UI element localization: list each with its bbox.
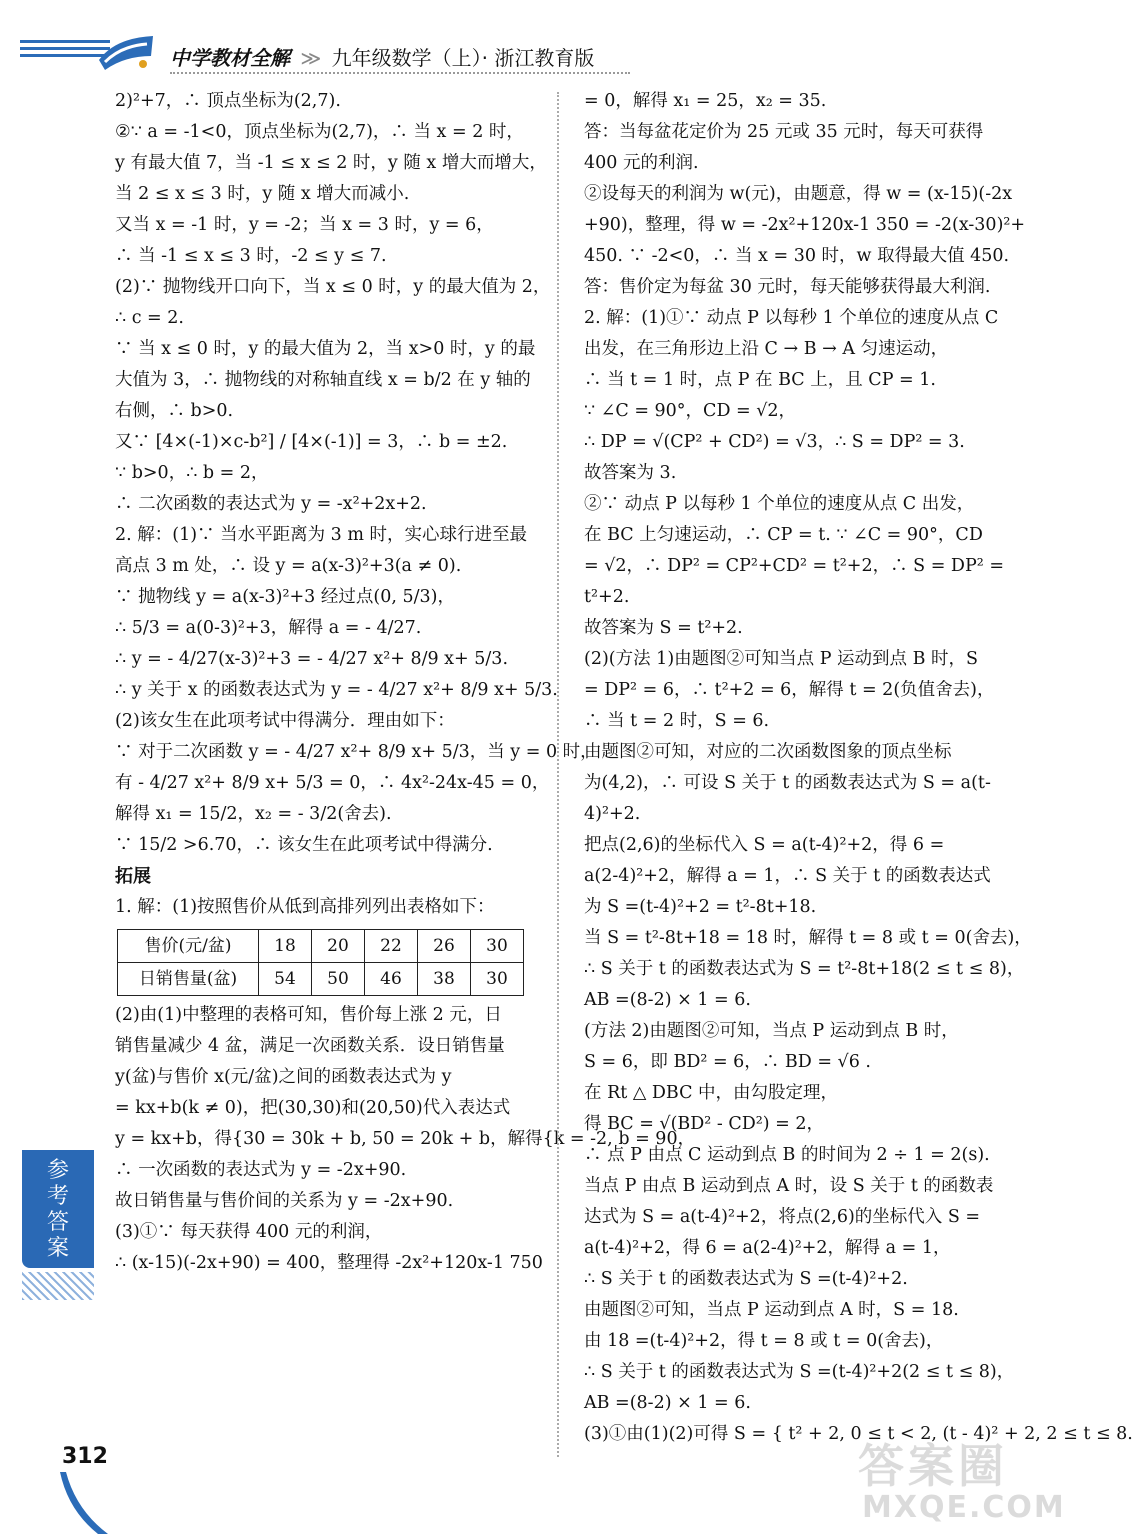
text-line: ∴ 当 -1 ≤ x ≤ 3 时，-2 ≤ y ≤ 7.: [115, 246, 387, 266]
answer-tab: [22, 1150, 94, 1268]
text-line: 解得 x₁ = 15/2，x₂ = - 3/2(舍去).: [115, 804, 392, 824]
table-cell: 22: [365, 930, 418, 963]
text-line: 400 元的利润.: [584, 153, 699, 173]
text-line: ∴ 一次函数的表达式为 y = -2x+90.: [115, 1160, 407, 1180]
text-line: ②∵ a = -1<0，顶点坐标为(2,7)，∴ 当 x = 2 时，: [115, 122, 524, 142]
text-line: 当点 P 由点 B 运动到点 A 时，设 S 关于 t 的函数表: [584, 1176, 994, 1196]
text-line: (2)由(1)中整理的表格可知，售价每上涨 2 元，日: [115, 1005, 502, 1025]
text-line: 4)²+2.: [584, 804, 641, 824]
text-line: 故答案为 3.: [584, 463, 677, 483]
column-divider: [557, 92, 559, 1457]
text-line: ∴ 当 t = 2 时，S = 6.: [584, 711, 770, 731]
watermark-logo: [858, 1430, 1066, 1534]
text-line: y(盆)与售价 x(元/盆)之间的函数表达式为 y: [115, 1067, 452, 1087]
table-row-header: 日销售量(盆): [118, 963, 259, 996]
text-line: ∴ 5/3 = a(0-3)²+3，解得 a = - 4/27.: [115, 618, 422, 638]
book-title: 中学教材全解: [170, 46, 290, 70]
text-line: ∴ y 关于 x 的函数表达式为 y = - 4/27 x²+ 8/9 x+ 5/3.: [115, 680, 558, 700]
text-line: 450. ∵ -2<0，∴ 当 x = 30 时，w 取得最大值 450.: [584, 246, 1010, 266]
text-line: ∴ 点 P 由点 C 运动到点 B 的时间为 2 ÷ 1 = 2(s).: [584, 1145, 990, 1165]
answer-tab-label: 参考答案: [46, 1158, 69, 1261]
text-line: 在 Rt △ DBC 中，由勾股定理，: [584, 1083, 839, 1103]
text-line: ∵ 当 x ≤ 0 时，y 的最大值为 2，当 x>0 时，y 的最: [115, 339, 536, 359]
text-line: +90)，整理，得 w = -2x²+120x-1 350 = -2(x-30)²+: [584, 215, 1026, 235]
text-line: ∴ 二次函数的表达式为 y = -x²+2x+2.: [115, 494, 427, 514]
text-line: 故日销售量与售价间的关系为 y = -2x+90.: [115, 1191, 454, 1211]
text-line: ②∵ 动点 P 以每秒 1 个单位的速度从点 C 出发，: [584, 494, 975, 514]
book-logo-icon: [95, 30, 157, 74]
header-title: [170, 42, 594, 71]
text-line: 在 BC 上匀速运动，∴ CP = t. ∵ ∠C = 90°，CD: [584, 525, 983, 545]
section-title-tuozhan: 拓展: [115, 866, 151, 887]
text-line: 由题图②可知，当点 P 运动到点 A 时，S = 18.: [584, 1300, 959, 1320]
text-line: 又∵ [4×(-1)×c-b²] / [4×(-1)] = 3，∴ b = ±2.: [115, 432, 508, 452]
text-line: ∴ c = 2.: [115, 308, 184, 328]
page-corner-swoosh-icon: [58, 1470, 118, 1536]
text-line: 故答案为 S = t²+2.: [584, 618, 743, 638]
header-dotted-rule: [170, 72, 630, 74]
text-line: 1. 解：(1)按照售价从低到高排列列出表格如下：: [115, 897, 495, 917]
text-line: 右侧，∴ b>0.: [115, 401, 234, 421]
header-subject: 九年级数学（上）· 浙江教育版: [331, 46, 595, 70]
text-line: ∴ 当 t = 1 时，点 P 在 BC 上，且 CP = 1.: [584, 370, 936, 390]
text-line: = 0，解得 x₁ = 25，x₂ = 35.: [584, 91, 827, 111]
page-header: [0, 0, 1035, 80]
text-line: 答：当每盆花定价为 25 元或 35 元时，每天可获得: [584, 122, 984, 142]
text-line: 由题图②可知，对应的二次函数图象的顶点坐标: [584, 742, 952, 762]
text-line: ∴ y = - 4/27(x-3)²+3 = - 4/27 x²+ 8/9 x+ 5/3.: [115, 649, 509, 669]
text-line: (2)(方法 1)由题图②可知当点 P 运动到点 B 时，S: [584, 649, 979, 669]
text-line: ∴ S 关于 t 的函数表达式为 S =(t-4)²+2.: [584, 1269, 908, 1289]
text-line: 有 - 4/27 x²+ 8/9 x+ 5/3 = 0，∴ 4x²-24x-45 = 0，: [115, 773, 550, 793]
text-line: S = 6，即 BD² = 6，∴ BD = √6 .: [584, 1052, 871, 1072]
table-cell: 20: [312, 930, 365, 963]
text-line: 2. 解：(1)∵ 当水平距离为 3 m 时，实心球行进至最: [115, 525, 528, 545]
text-line: 由 18 =(t-4)²+2，得 t = 8 或 t = 0(舍去)，: [584, 1331, 944, 1351]
text-line: (方法 2)由题图②可知，当点 P 运动到点 B 时，: [584, 1021, 959, 1041]
tab-hatch: [22, 1272, 94, 1300]
text-line: 高点 3 m 处，∴ 设 y = a(x-3)²+3(a ≠ 0).: [115, 556, 462, 576]
page-number: 312: [62, 1444, 108, 1469]
table-cell: 30: [471, 963, 524, 996]
text-line: 销售量减少 4 盆，满足一次函数关系．设日销售量: [115, 1036, 505, 1056]
table-row-header: 售价(元/盆): [118, 930, 259, 963]
text-line: ∴ S 关于 t 的函数表达式为 S =(t-4)²+2(2 ≤ t ≤ 8)，: [584, 1362, 1015, 1382]
text-line: ∵ ∠C = 90°，CD = √2，: [584, 401, 797, 421]
watermark-url: MXQE.COM: [862, 1490, 1066, 1525]
table-row: [118, 930, 524, 963]
text-line: ∴ (x-15)(-2x+90) = 400，整理得 -2x²+120x-1 750: [115, 1253, 543, 1273]
text-line: 把点(2,6)的坐标代入 S = a(t-4)²+2，得 6 =: [584, 835, 945, 855]
text-line: = kx+b(k ≠ 0)，把(30,30)和(20,50)代入表达式: [115, 1098, 511, 1118]
text-line: 又当 x = -1 时，y = -2；当 x = 3 时，y = 6，: [115, 215, 494, 235]
text-line: 2. 解：(1)①∵ 动点 P 以每秒 1 个单位的速度从点 C: [584, 308, 999, 328]
text-line: (2)该女生在此项考试中得满分．理由如下：: [115, 711, 455, 731]
text-line: AB =(8-2) × 1 = 6.: [584, 990, 751, 1010]
text-line: 当 S = t²-8t+18 = 18 时，解得 t = 8 或 t = 0(舍去)，: [584, 928, 1032, 948]
text-line: 得 BC = √(BD² - CD²) = 2，: [584, 1114, 825, 1134]
text-line: ∴ S 关于 t 的函数表达式为 S = t²-8t+18(2 ≤ t ≤ 8)，: [584, 959, 1025, 979]
text-line: t²+2.: [584, 587, 630, 607]
text-line: y = kx+b，得{30 = 30k + b, 50 = 20k + b，解得{k = -2, b = 90，: [115, 1129, 696, 1149]
text-line: 2)²+7，∴ 顶点坐标为(2,7).: [115, 91, 341, 111]
header-arrow-icon: ≫: [300, 46, 322, 70]
text-line: 达式为 S = a(t-4)²+2，将点(2,6)的坐标代入 S =: [584, 1207, 981, 1227]
text-line: (3)①∵ 每天获得 400 元的利润，: [115, 1222, 383, 1242]
text-line: = √2，∴ DP² = CP²+CD² = t²+2，∴ S = DP² =: [584, 556, 1004, 576]
text-line: ∵ b>0，∴ b = 2，: [115, 463, 269, 483]
table-cell: 50: [312, 963, 365, 996]
table-cell: 54: [259, 963, 312, 996]
table-cell: 30: [471, 930, 524, 963]
right-column: [584, 86, 1133, 1450]
table-cell: 18: [259, 930, 312, 963]
price-sales-table: [117, 929, 524, 996]
text-line: y 有最大值 7，当 -1 ≤ x ≤ 2 时，y 随 x 增大而增大，: [115, 153, 547, 173]
text-line: a(2-4)²+2，解得 a = 1，∴ S 关于 t 的函数表达式: [584, 866, 991, 886]
text-line: 出发，在三角形边上沿 C → B → A 匀速运动，: [584, 339, 949, 359]
text-line: AB =(8-2) × 1 = 6.: [584, 1393, 751, 1413]
text-line: ∵ 对于二次函数 y = - 4/27 x²+ 8/9 x+ 5/3，当 y = 0 时，: [115, 742, 598, 762]
text-line: ∵ 抛物线 y = a(x-3)²+3 经过点(0, 5/3)，: [115, 587, 455, 607]
text-line: 为(4,2)，∴ 可设 S 关于 t 的函数表达式为 S = a(t-: [584, 773, 991, 793]
text-line: 当 2 ≤ x ≤ 3 时，y 随 x 增大而减小.: [115, 184, 410, 204]
text-line: 为 S =(t-4)²+2 = t²-8t+18.: [584, 897, 817, 917]
text-line: a(t-4)²+2，得 6 = a(2-4)²+2，解得 a = 1，: [584, 1238, 951, 1258]
table-cell: 26: [418, 930, 471, 963]
table-cell: 46: [365, 963, 418, 996]
text-line: (3)①由(1)(2)可得 S = { t² + 2, 0 ≤ t < 2, (t - 4)² + 2, 2 ≤ t ≤ 8.: [584, 1424, 1133, 1444]
text-line: 答：售价定为每盆 30 元时，每天能够获得最大利润.: [584, 277, 991, 297]
table-cell: 38: [418, 963, 471, 996]
text-line: = DP² = 6，∴ t²+2 = 6，解得 t = 2(负值舍去)，: [584, 680, 995, 700]
table-row: [118, 963, 524, 996]
text-line: ②设每天的利润为 w(元)，由题意，得 w = (x-15)(-2x: [584, 184, 1013, 204]
text-line: 大值为 3，∴ 抛物线的对称轴直线 x = b/2 在 y 轴的: [115, 370, 531, 390]
text-line: ∴ DP = √(CP² + CD²) = √3，∴ S = DP² = 3.: [584, 432, 965, 452]
text-line: ∵ 15/2 >6.70，∴ 该女生在此项考试中得满分.: [115, 835, 493, 855]
watermark-text: 答案圈: [858, 1439, 1008, 1493]
text-line: (2)∵ 抛物线开口向下，当 x ≤ 0 时，y 的最大值为 2，: [115, 277, 551, 297]
